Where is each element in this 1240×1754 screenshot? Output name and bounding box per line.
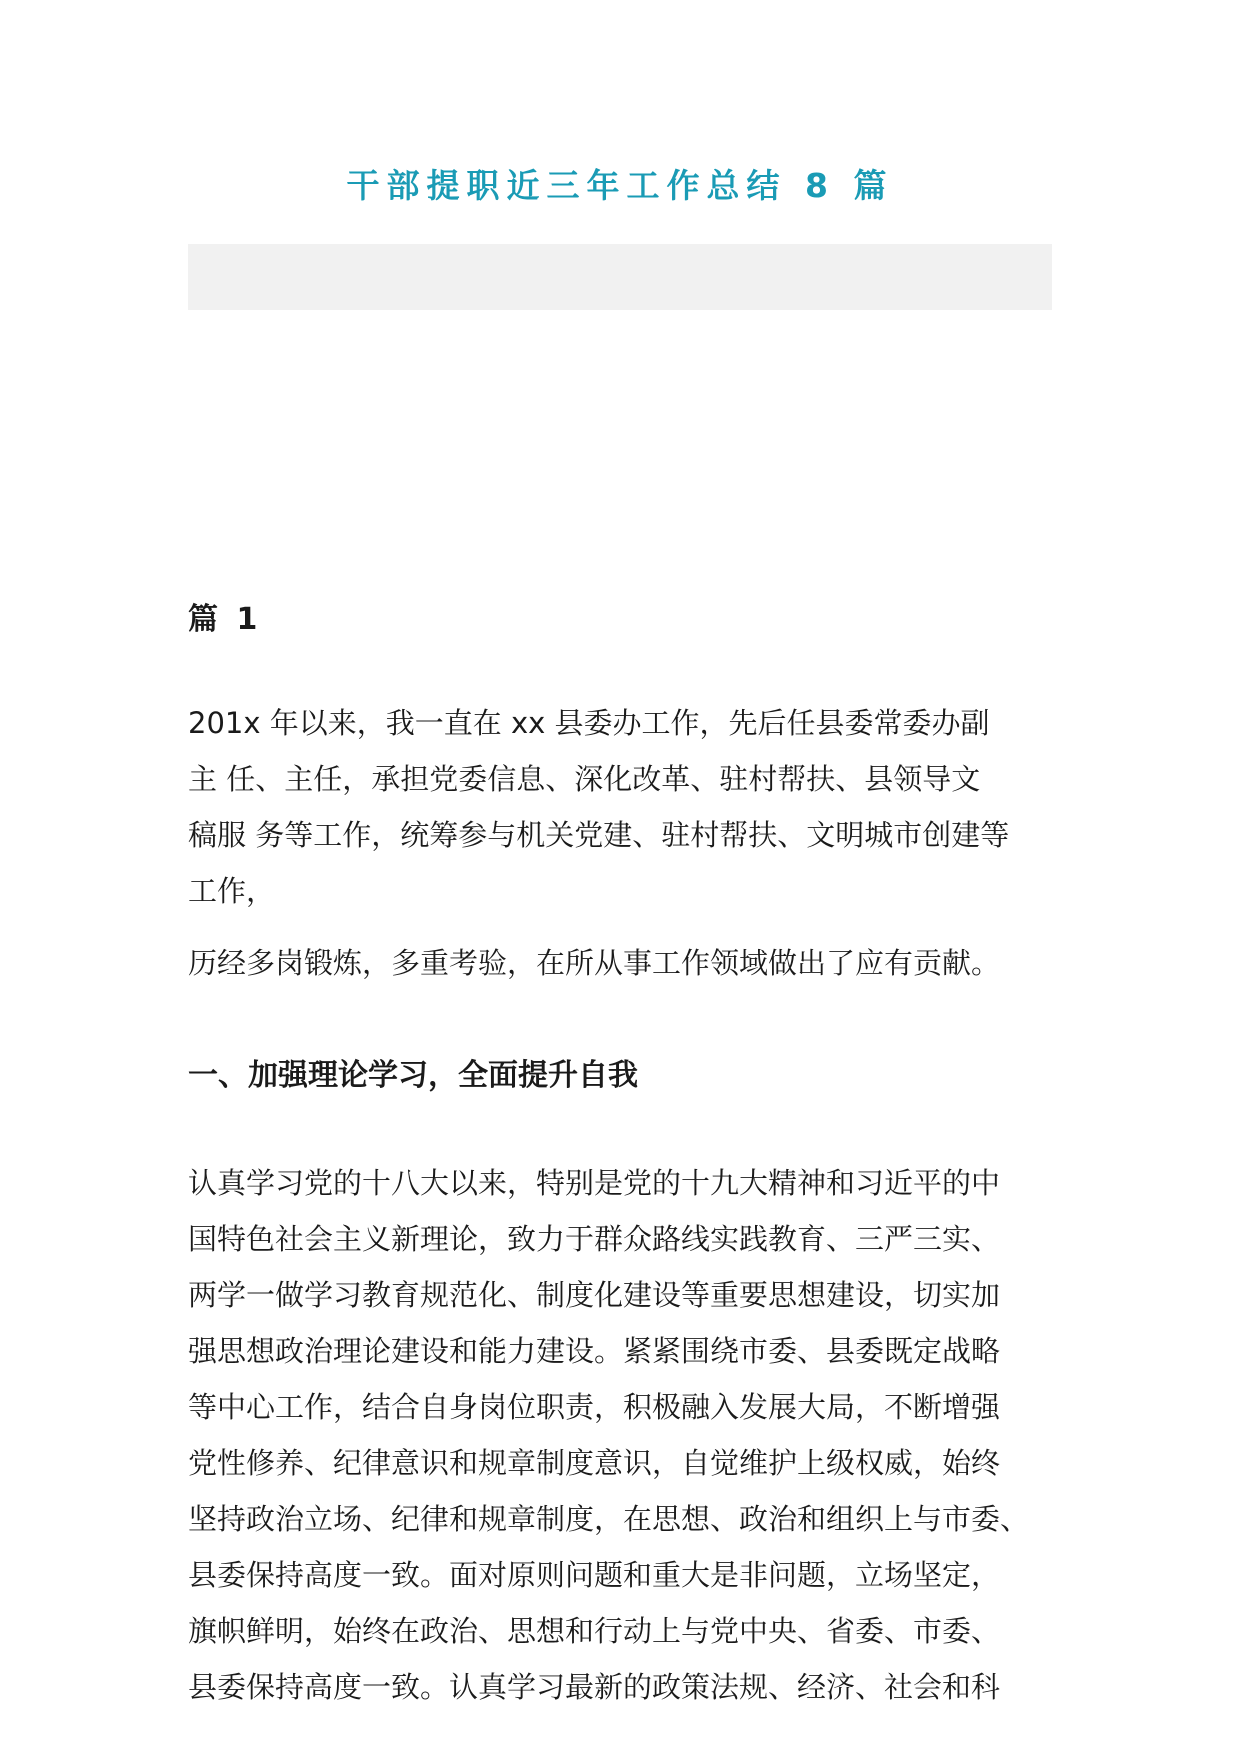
- paragraph-line: 201x 年以来，我一直在 xx 县委办工作，先后任县委常委办副: [188, 706, 990, 740]
- paragraph-line: 旗帜鲜明，始终在政治、思想和行动上与党中央、省委、市委、: [188, 1614, 1001, 1648]
- section-label: 篇 1: [188, 602, 262, 637]
- paragraph-line: 主 任、主任，承担党委信息、深化改革、驻村帮扶、县领导文: [188, 762, 981, 796]
- intro-continuation: 历经多岗锻炼，多重考验，在所从事工作领域做出了应有贡献。: [188, 946, 1001, 980]
- section-heading: 一、加强理论学习，全面提升自我: [188, 1058, 638, 1093]
- document-title: 干部提职近三年工作总结 8 篇: [346, 166, 894, 205]
- paragraph-line: 县委保持高度一致。面对原则问题和重大是非问题，立场坚定，: [188, 1558, 1001, 1592]
- body-paragraph: [188, 1155, 1058, 1715]
- paragraph-line: 强思想政治理论建设和能力建设。紧紧围绕市委、县委既定战略: [188, 1334, 1001, 1368]
- paragraph-line: 稿服 务等工作，统筹参与机关党建、驻村帮扶、文明城市创建等: [188, 818, 1010, 852]
- intro-paragraph: [188, 695, 1058, 919]
- paragraph-line: 坚持政治立场、纪律和规章制度，在思想、政治和组织上与市委、: [188, 1502, 1030, 1536]
- paragraph-line: 两学一做学习教育规范化、制度化建设等重要思想建设，切实加: [188, 1278, 1001, 1312]
- placeholder-bar: [188, 244, 1052, 310]
- paragraph-line: 县委保持高度一致。认真学习最新的政策法规、经济、社会和科: [188, 1670, 1001, 1704]
- paragraph-line: 党性修养、纪律意识和规章制度意识，自觉维护上级权威，始终: [188, 1446, 1001, 1480]
- paragraph-line: 认真学习党的十八大以来，特别是党的十九大精神和习近平的中: [188, 1166, 1001, 1200]
- paragraph-line: 国特色社会主义新理论，致力于群众路线实践教育、三严三实、: [188, 1222, 1001, 1256]
- paragraph-line: 工作，: [188, 874, 276, 908]
- paragraph-line: 等中心工作，结合自身岗位职责，积极融入发展大局，不断增强: [188, 1390, 1001, 1424]
